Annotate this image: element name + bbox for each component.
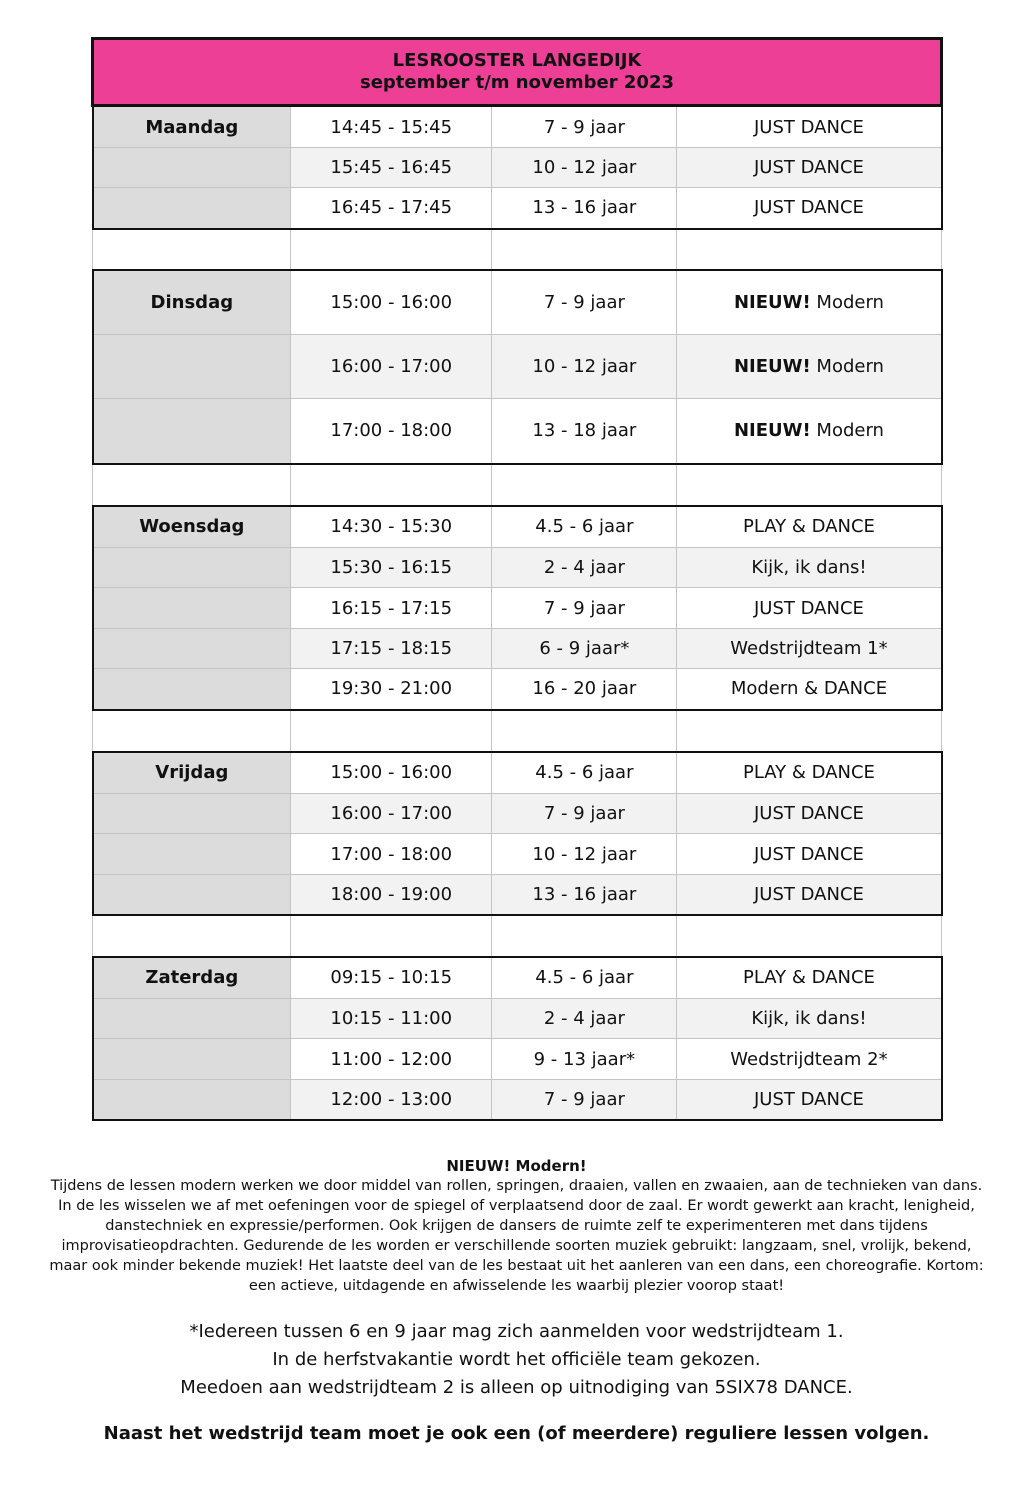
class-cell: Wedstrijdteam 1*: [677, 629, 942, 669]
class-cell: JUST DANCE: [677, 588, 942, 629]
time-cell: 15:00 - 16:00: [291, 270, 492, 335]
table-row: [93, 834, 942, 875]
day-label: Maandag: [93, 106, 291, 148]
table-row: [93, 399, 942, 464]
table-row: [93, 148, 942, 188]
time-cell: 17:00 - 18:00: [291, 399, 492, 464]
age-cell: 16 - 20 jaar: [492, 669, 677, 710]
notes-title: NIEUW! Modern!: [446, 1157, 587, 1175]
class-cell: PLAY & DANCE: [677, 506, 942, 548]
class-cell: JUST DANCE: [677, 188, 942, 229]
spacer-row: [93, 710, 942, 752]
class-name: Modern: [816, 420, 884, 442]
day-cell-empty: [93, 1080, 291, 1120]
day-cell-empty: [93, 834, 291, 875]
day-label: Dinsdag: [93, 270, 291, 335]
day-cell-empty: [93, 1039, 291, 1080]
table-row: [93, 794, 942, 834]
spacer-row: [93, 915, 942, 957]
footnotes: [40, 1318, 993, 1402]
time-cell: 12:00 - 13:00: [291, 1080, 492, 1120]
table-row: [93, 106, 942, 148]
class-cell: [677, 270, 942, 335]
table-row: [93, 875, 942, 915]
time-cell: 15:00 - 16:00: [291, 752, 492, 794]
time-cell: 14:45 - 15:45: [291, 106, 492, 148]
age-cell: 9 - 13 jaar*: [492, 1039, 677, 1080]
table-row: [93, 752, 942, 794]
class-cell: JUST DANCE: [677, 875, 942, 915]
class-cell: JUST DANCE: [677, 148, 942, 188]
age-cell: 4.5 - 6 jaar: [492, 752, 677, 794]
schedule-title: LESROOSTER LANGEDIJK: [392, 50, 642, 71]
class-cell: JUST DANCE: [677, 106, 942, 148]
time-cell: 18:00 - 19:00: [291, 875, 492, 915]
day-cell-empty: [93, 794, 291, 834]
class-name: Modern: [816, 356, 884, 377]
age-cell: 10 - 12 jaar: [492, 834, 677, 875]
table-row: [93, 669, 942, 710]
age-cell: 2 - 4 jaar: [492, 999, 677, 1039]
closing-note: Naast het wedstrijd team moet je ook een (of meerdere) reguliere lessen volgen.: [103, 1423, 930, 1444]
notes-description: Tijdens de lessen modern werken we door middel van rollen, springen, draaien, vallen en zwaaien, aan de technieken van dans. In de les wisselen we af met oefeningen voor de spiegel of verplaatsend door de zaal. Er wordt gewerkt aan kracht, lenigheid, danstechniek en expressie/performen. Ook krijgen de dansers de ruimte zelf te experimenteren met dans tijdens improvisatieopdrachten. Gedurende de les worden er verschillende soorten muziek gebruikt: langzaam, snel, vrolijk, bekend, maar ook minder bekende muziek! Het laatste deel van de les bestaat uit het aanleren van een dans, een choreografie. Kortom: een actieve, uitdagende en afwisselende les waarbij plezier voorop staat!: [49, 1178, 984, 1294]
day-cell-empty: [93, 548, 291, 588]
time-cell: 15:45 - 16:45: [291, 148, 492, 188]
table-row: [93, 588, 942, 629]
table-row: [93, 506, 942, 548]
class-cell: JUST DANCE: [677, 1080, 942, 1120]
time-cell: 16:00 - 17:00: [291, 794, 492, 834]
class-cell: Modern & DANCE: [677, 669, 942, 710]
day-label: Vrijdag: [93, 752, 291, 794]
schedule-table: [91, 37, 943, 1121]
age-cell: 2 - 4 jaar: [492, 548, 677, 588]
class-cell: JUST DANCE: [677, 794, 942, 834]
day-cell-empty: [93, 588, 291, 629]
time-cell: 14:30 - 15:30: [291, 506, 492, 548]
day-label: Woensdag: [93, 506, 291, 548]
footnote-2: In de herfstvakantie wordt het officiële team gekozen.: [272, 1349, 761, 1370]
class-cell: [677, 335, 942, 399]
time-cell: 16:45 - 17:45: [291, 188, 492, 229]
notes-section: [40, 1156, 993, 1446]
table-row: [93, 335, 942, 399]
day-cell-empty: [93, 629, 291, 669]
schedule-subtitle: september t/m november 2023: [359, 72, 675, 93]
time-cell: 16:15 - 17:15: [291, 588, 492, 629]
day-cell-empty: [93, 335, 291, 399]
class-cell: Kijk, ik dans!: [677, 999, 942, 1039]
table-row: [93, 188, 942, 229]
time-cell: 11:00 - 12:00: [291, 1039, 492, 1080]
class-cell: PLAY & DANCE: [677, 957, 942, 999]
class-name: Modern: [816, 291, 884, 313]
age-cell: 13 - 18 jaar: [492, 399, 677, 464]
table-row: [93, 629, 942, 669]
footnote-1: *Iedereen tussen 6 en 9 jaar mag zich aanmelden voor wedstrijdteam 1.: [189, 1321, 844, 1342]
class-cell: Wedstrijdteam 2*: [677, 1039, 942, 1080]
day-label: Zaterdag: [93, 957, 291, 999]
day-cell-empty: [93, 148, 291, 188]
age-cell: 10 - 12 jaar: [492, 148, 677, 188]
age-cell: 7 - 9 jaar: [492, 1080, 677, 1120]
day-cell-empty: [93, 999, 291, 1039]
header-cell: [93, 39, 942, 106]
age-cell: 7 - 9 jaar: [492, 588, 677, 629]
table-row: [93, 548, 942, 588]
age-cell: 7 - 9 jaar: [492, 106, 677, 148]
table-row: [93, 1039, 942, 1080]
class-cell: Kijk, ik dans!: [677, 548, 942, 588]
age-cell: 7 - 9 jaar: [492, 794, 677, 834]
age-cell: 7 - 9 jaar: [492, 270, 677, 335]
day-cell-empty: [93, 399, 291, 464]
table-row: [93, 999, 942, 1039]
new-badge: NIEUW!: [733, 356, 811, 377]
time-cell: 15:30 - 16:15: [291, 548, 492, 588]
age-cell: 10 - 12 jaar: [492, 335, 677, 399]
time-cell: 19:30 - 21:00: [291, 669, 492, 710]
day-cell-empty: [93, 188, 291, 229]
time-cell: 16:00 - 17:00: [291, 335, 492, 399]
new-badge: NIEUW!: [733, 420, 811, 442]
spacer-row: [93, 229, 942, 270]
age-cell: 13 - 16 jaar: [492, 188, 677, 229]
class-cell: PLAY & DANCE: [677, 752, 942, 794]
age-cell: 4.5 - 6 jaar: [492, 957, 677, 999]
schedule-header: [93, 39, 942, 106]
footnote-3: Meedoen aan wedstrijdteam 2 is alleen op uitnodiging van 5SIX78 DANCE.: [180, 1377, 853, 1398]
spacer-row: [93, 464, 942, 506]
day-cell-empty: [93, 875, 291, 915]
time-cell: 17:00 - 18:00: [291, 834, 492, 875]
class-cell: [677, 399, 942, 464]
time-cell: 09:15 - 10:15: [291, 957, 492, 999]
table-row: [93, 270, 942, 335]
table-row: [93, 1080, 942, 1120]
class-cell: JUST DANCE: [677, 834, 942, 875]
age-cell: 13 - 16 jaar: [492, 875, 677, 915]
time-cell: 10:15 - 11:00: [291, 999, 492, 1039]
day-cell-empty: [93, 669, 291, 710]
new-badge: NIEUW!: [733, 291, 811, 313]
time-cell: 17:15 - 18:15: [291, 629, 492, 669]
age-cell: 4.5 - 6 jaar: [492, 506, 677, 548]
age-cell: 6 - 9 jaar*: [492, 629, 677, 669]
table-row: [93, 957, 942, 999]
